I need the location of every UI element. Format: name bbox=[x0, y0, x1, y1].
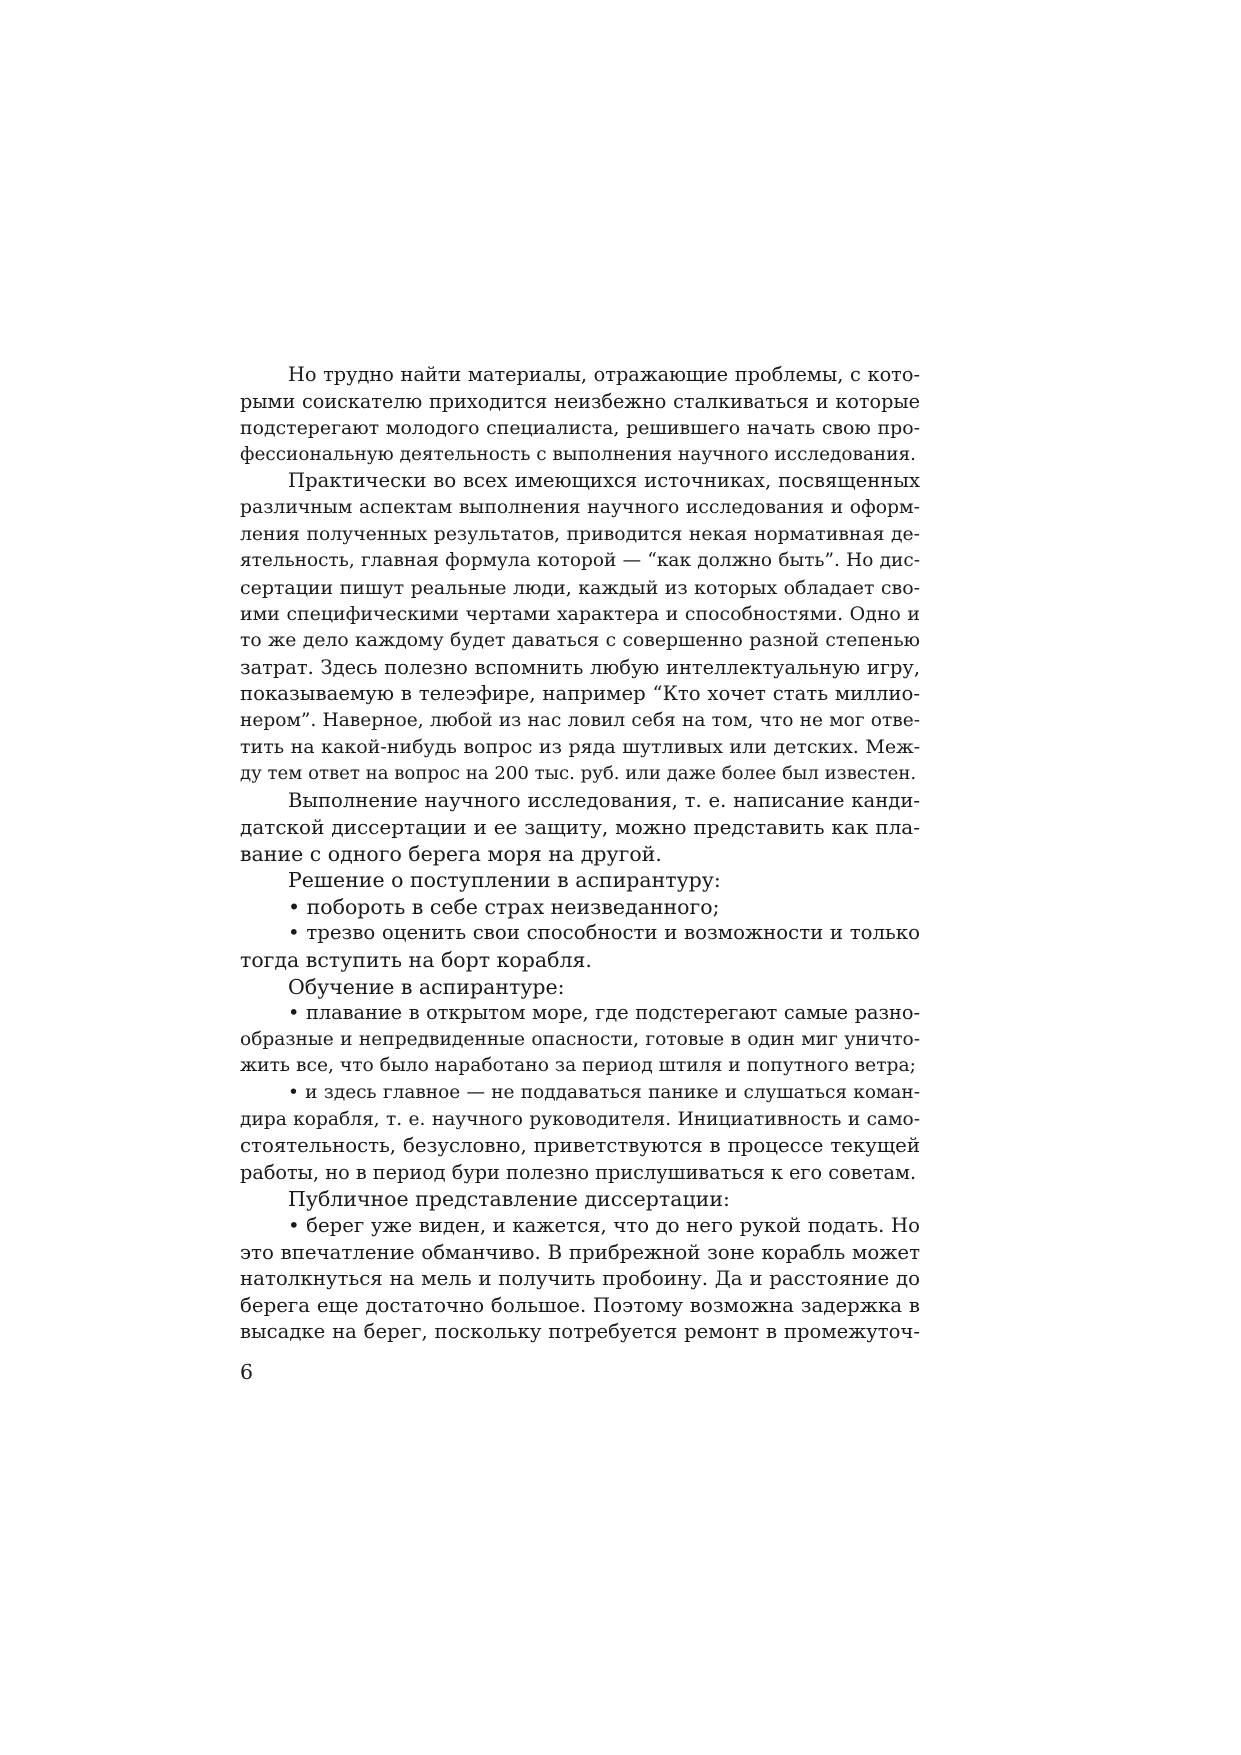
text-line: вание с одного берега моря на другой. bbox=[240, 841, 662, 866]
text-line: различным аспектам выполнения научного исследования и оформ- bbox=[240, 496, 920, 518]
text-line: • и здесь главное — не поддаваться панике и слушаться коман- bbox=[288, 1082, 920, 1104]
text-line: • плавание в открытом море, где подстерегают самые разно- bbox=[288, 1001, 920, 1025]
text-line: Но трудно найти материалы, отражающие проблемы, с кото- bbox=[288, 363, 920, 386]
text-line: • побороть в себе страх неизведанного; bbox=[288, 894, 720, 919]
text-line: ления полученных результатов, приводится некая нормативная де- bbox=[240, 523, 920, 545]
text-line: образные и непредвиденные опасности, готовые в один миг уничто- bbox=[240, 1028, 920, 1050]
text-line: затрат. Здесь полезно вспомнить любую интеллектуальную игру, bbox=[240, 655, 920, 679]
text-line: это впечатление обманчиво. В прибрежной зоне корабль может bbox=[240, 1240, 920, 1264]
text-line: тить на какой-нибудь вопрос из ряда шутливых или детских. Меж- bbox=[240, 736, 920, 759]
text-line: ими специфическими чертами характера и способностями. Одно и bbox=[240, 603, 920, 626]
text-line: Практически во всех имеющихся источниках, посвященных bbox=[288, 469, 920, 493]
text-line: подстерегают молодого специалиста, решившего начать свою про- bbox=[240, 417, 920, 440]
text-line: рыми соискателю приходится неизбежно сталкиваться и которые bbox=[240, 389, 920, 413]
text-line: ятельность, главная формула которой — “как должно быть”. Но дис- bbox=[240, 550, 920, 572]
text-line: Публичное представление диссертации: bbox=[288, 1187, 730, 1212]
text-line: берега еще достаточно большое. Поэтому возможна задержка в bbox=[240, 1293, 920, 1317]
body-text bbox=[240, 362, 920, 1346]
text-line: Выполнение научного исследования, т. е. написание канди- bbox=[288, 788, 920, 812]
text-line: стоятельность, безусловно, приветствуются в процессе текущей bbox=[240, 1134, 920, 1158]
text-line: работы, но в период бури полезно прислушиваться к его советам. bbox=[240, 1160, 917, 1184]
text-line: фессиональную деятельность с выполнения научного исследования. bbox=[240, 443, 917, 465]
text-line: датской диссертации и ее защиту, можно представить как пла- bbox=[240, 815, 920, 840]
text-line: дира корабля, т. е. научного руководителя. Инициативность и само- bbox=[240, 1108, 920, 1130]
text-line: высадке на берег, поскольку потребуется ремонт в промежуточ- bbox=[240, 1320, 920, 1344]
text-line: жить все, что было наработано за период штиля и попутного ветра; bbox=[240, 1055, 916, 1077]
text-line: • берег уже виден, и кажется, что до него рукой подать. Но bbox=[288, 1214, 920, 1237]
text-line: натолкнуться на мель и получить пробоину. Да и расстояние до bbox=[240, 1267, 920, 1291]
text-line: Обучение в аспирантуре: bbox=[288, 974, 565, 999]
text-line: ду тем ответ на вопрос на 200 тыс. руб. или даже более был известен. bbox=[240, 762, 917, 784]
text-line: тогда вступить на борт корабля. bbox=[240, 948, 592, 973]
text-line: Решение о поступлении в аспирантуру: bbox=[288, 868, 721, 893]
text-line: нером”. Наверное, любой из нас ловил себя на том, что не мог отве- bbox=[240, 709, 920, 731]
text-line: сертации пишут реальные люди, каждый из которых обладает сво- bbox=[240, 576, 920, 599]
text-line: показываемую в телеэфире, например “Кто хочет стать миллио- bbox=[240, 682, 920, 706]
page-number: 6 bbox=[240, 1360, 254, 1384]
text-line: • трезво оценить свои способности и возможности и только bbox=[288, 921, 920, 945]
text-line: то же дело каждому будет даваться с совершенно разной степенью bbox=[240, 629, 920, 651]
